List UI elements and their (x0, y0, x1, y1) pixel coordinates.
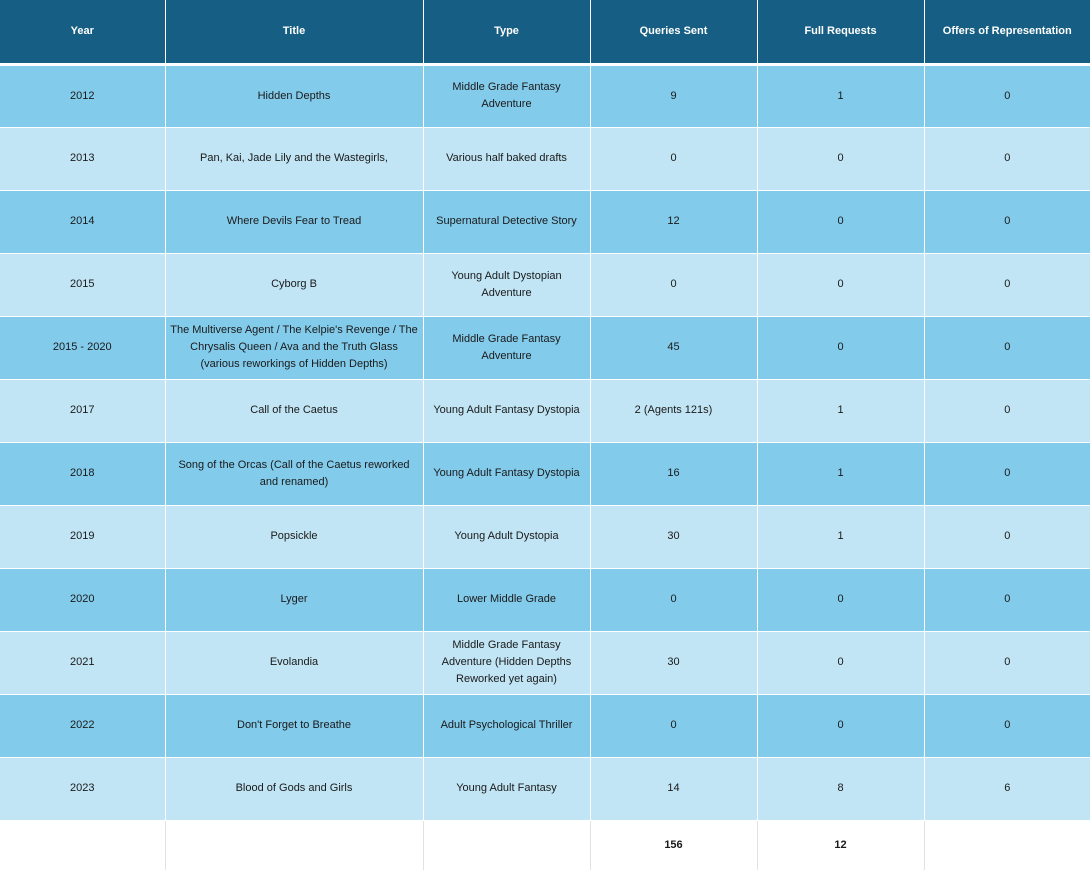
table-row (0, 316, 1090, 379)
cell-type[interactable]: Young Adult Fantasy (423, 757, 590, 820)
cell-title[interactable]: Popsickle (165, 505, 423, 568)
cell-queries-sent[interactable]: 30 (590, 631, 757, 694)
header-year[interactable]: Year (0, 0, 165, 64)
table-row (0, 442, 1090, 505)
cell-title[interactable]: Pan, Kai, Jade Lily and the Wastegirls, (165, 127, 423, 190)
cell-offers[interactable]: 0 (1004, 152, 1011, 164)
cell-queries-sent[interactable]: 45 (590, 316, 757, 379)
header-type[interactable]: Type (423, 0, 590, 64)
cell-offers[interactable]: 6 (1004, 782, 1011, 794)
table-row (0, 757, 1090, 820)
header-row (0, 0, 1090, 64)
cell-type[interactable]: Supernatural Detective Story (423, 190, 590, 253)
table-row (0, 127, 1090, 190)
cell-queries-sent[interactable]: 0 (590, 694, 757, 757)
cell-type[interactable]: Young Adult Fantasy Dystopia (423, 442, 590, 505)
cell-queries-sent[interactable]: 2 (Agents 121s) (590, 379, 757, 442)
cell-offers[interactable]: 0 (1004, 89, 1011, 102)
total-full-requests[interactable]: 12 (757, 820, 924, 870)
cell-full-requests[interactable]: 1 (757, 379, 924, 442)
cell-title[interactable]: Lyger (165, 568, 423, 631)
cell-full-requests[interactable]: 0 (757, 568, 924, 631)
cell-type[interactable]: Young Adult Dystopia (423, 505, 590, 568)
cell-type[interactable]: Middle Grade Fantasy Adventure (423, 316, 590, 379)
table-row (0, 631, 1090, 694)
table-body (0, 64, 1090, 870)
cell-queries-sent[interactable]: 30 (590, 505, 757, 568)
cell-queries-sent[interactable]: 0 (590, 127, 757, 190)
total-queries-sent[interactable]: 156 (590, 820, 757, 870)
cell-title[interactable]: Blood of Gods and Girls (165, 757, 423, 820)
table-row (0, 190, 1090, 253)
cell-full-requests[interactable]: 0 (757, 694, 924, 757)
cell-title[interactable]: Hidden Depths (165, 64, 423, 127)
cell-full-requests[interactable]: 0 (757, 316, 924, 379)
cell-offers[interactable]: 0 (1004, 404, 1011, 416)
cell-full-requests[interactable]: 1 (757, 505, 924, 568)
cell-queries-sent[interactable]: 12 (590, 190, 757, 253)
cell-queries-sent[interactable]: 14 (590, 757, 757, 820)
cell-year[interactable]: 2019 (0, 505, 165, 568)
cell-full-requests[interactable]: 1 (757, 442, 924, 505)
cell-title[interactable]: Don't Forget to Breathe (165, 694, 423, 757)
total-year-cell[interactable] (0, 820, 165, 870)
table-row (0, 568, 1090, 631)
cell-type[interactable]: Various half baked drafts (423, 127, 590, 190)
table-row (0, 694, 1090, 757)
cell-year[interactable]: 2020 (0, 568, 165, 631)
cell-title[interactable]: Song of the Orcas (Call of the Caetus reworked and renamed) (165, 442, 423, 505)
cell-full-requests[interactable]: 0 (757, 190, 924, 253)
cell-title[interactable]: Evolandia (165, 631, 423, 694)
cell-year[interactable]: 2022 (0, 694, 165, 757)
header-full-requests[interactable]: Full Requests (757, 0, 924, 64)
cell-type[interactable]: Middle Grade Fantasy Adventure (Hidden Depths Reworked yet again) (423, 631, 590, 694)
cell-type[interactable]: Lower Middle Grade (423, 568, 590, 631)
cell-offers[interactable]: 0 (1004, 719, 1011, 731)
total-type-cell[interactable] (423, 820, 590, 870)
cell-type[interactable]: Young Adult Fantasy Dystopia (423, 379, 590, 442)
cell-type[interactable]: Young Adult Dystopian Adventure (423, 253, 590, 316)
cell-full-requests[interactable]: 0 (757, 127, 924, 190)
header-queries-sent[interactable]: Queries Sent (590, 0, 757, 64)
cell-year[interactable]: 2015 - 2020 (0, 316, 165, 379)
header-title[interactable]: Title (165, 0, 423, 64)
total-offers-cell[interactable] (924, 820, 1090, 870)
cell-year[interactable]: 2017 (0, 379, 165, 442)
totals-row (0, 820, 1090, 870)
header-offers[interactable]: Offers of Representation (942, 24, 1072, 37)
cell-queries-sent[interactable]: 9 (590, 64, 757, 127)
cell-queries-sent[interactable]: 16 (590, 442, 757, 505)
cell-year[interactable]: 2014 (0, 190, 165, 253)
cell-title[interactable]: The Multiverse Agent / The Kelpie's Revenge / The Chrysalis Queen / Ava and the Truth Glass (various reworkings of Hidden Depths) (165, 316, 423, 379)
cell-year[interactable]: 2023 (0, 757, 165, 820)
cell-title[interactable]: Where Devils Fear to Tread (165, 190, 423, 253)
table-row (0, 64, 1090, 127)
cell-full-requests[interactable]: 0 (757, 631, 924, 694)
cell-offers[interactable]: 0 (1004, 593, 1011, 605)
cell-full-requests[interactable]: 1 (757, 64, 924, 127)
cell-year[interactable]: 2015 (0, 253, 165, 316)
table-row (0, 505, 1090, 568)
table-header (0, 0, 1090, 64)
total-title-cell[interactable] (165, 820, 423, 870)
cell-type[interactable]: Adult Psychological Thriller (423, 694, 590, 757)
cell-full-requests[interactable]: 0 (757, 253, 924, 316)
cell-offers[interactable]: 0 (1004, 656, 1011, 668)
cell-type[interactable]: Middle Grade Fantasy Adventure (423, 64, 590, 127)
cell-offers[interactable]: 0 (1004, 278, 1011, 290)
cell-year[interactable]: 2013 (0, 127, 165, 190)
cell-offers[interactable]: 0 (1004, 467, 1011, 479)
table-row (0, 379, 1090, 442)
cell-offers[interactable]: 0 (1004, 341, 1011, 353)
cell-year[interactable]: 2018 (0, 442, 165, 505)
cell-queries-sent[interactable]: 0 (590, 253, 757, 316)
cell-offers[interactable]: 0 (1004, 530, 1011, 542)
cell-title[interactable]: Cyborg B (165, 253, 423, 316)
table-row (0, 253, 1090, 316)
cell-year[interactable]: 2012 (0, 64, 165, 127)
cell-full-requests[interactable]: 8 (757, 757, 924, 820)
cell-queries-sent[interactable]: 0 (590, 568, 757, 631)
cell-title[interactable]: Call of the Caetus (165, 379, 423, 442)
cell-year[interactable]: 2021 (0, 631, 165, 694)
cell-offers[interactable]: 0 (1004, 215, 1011, 227)
